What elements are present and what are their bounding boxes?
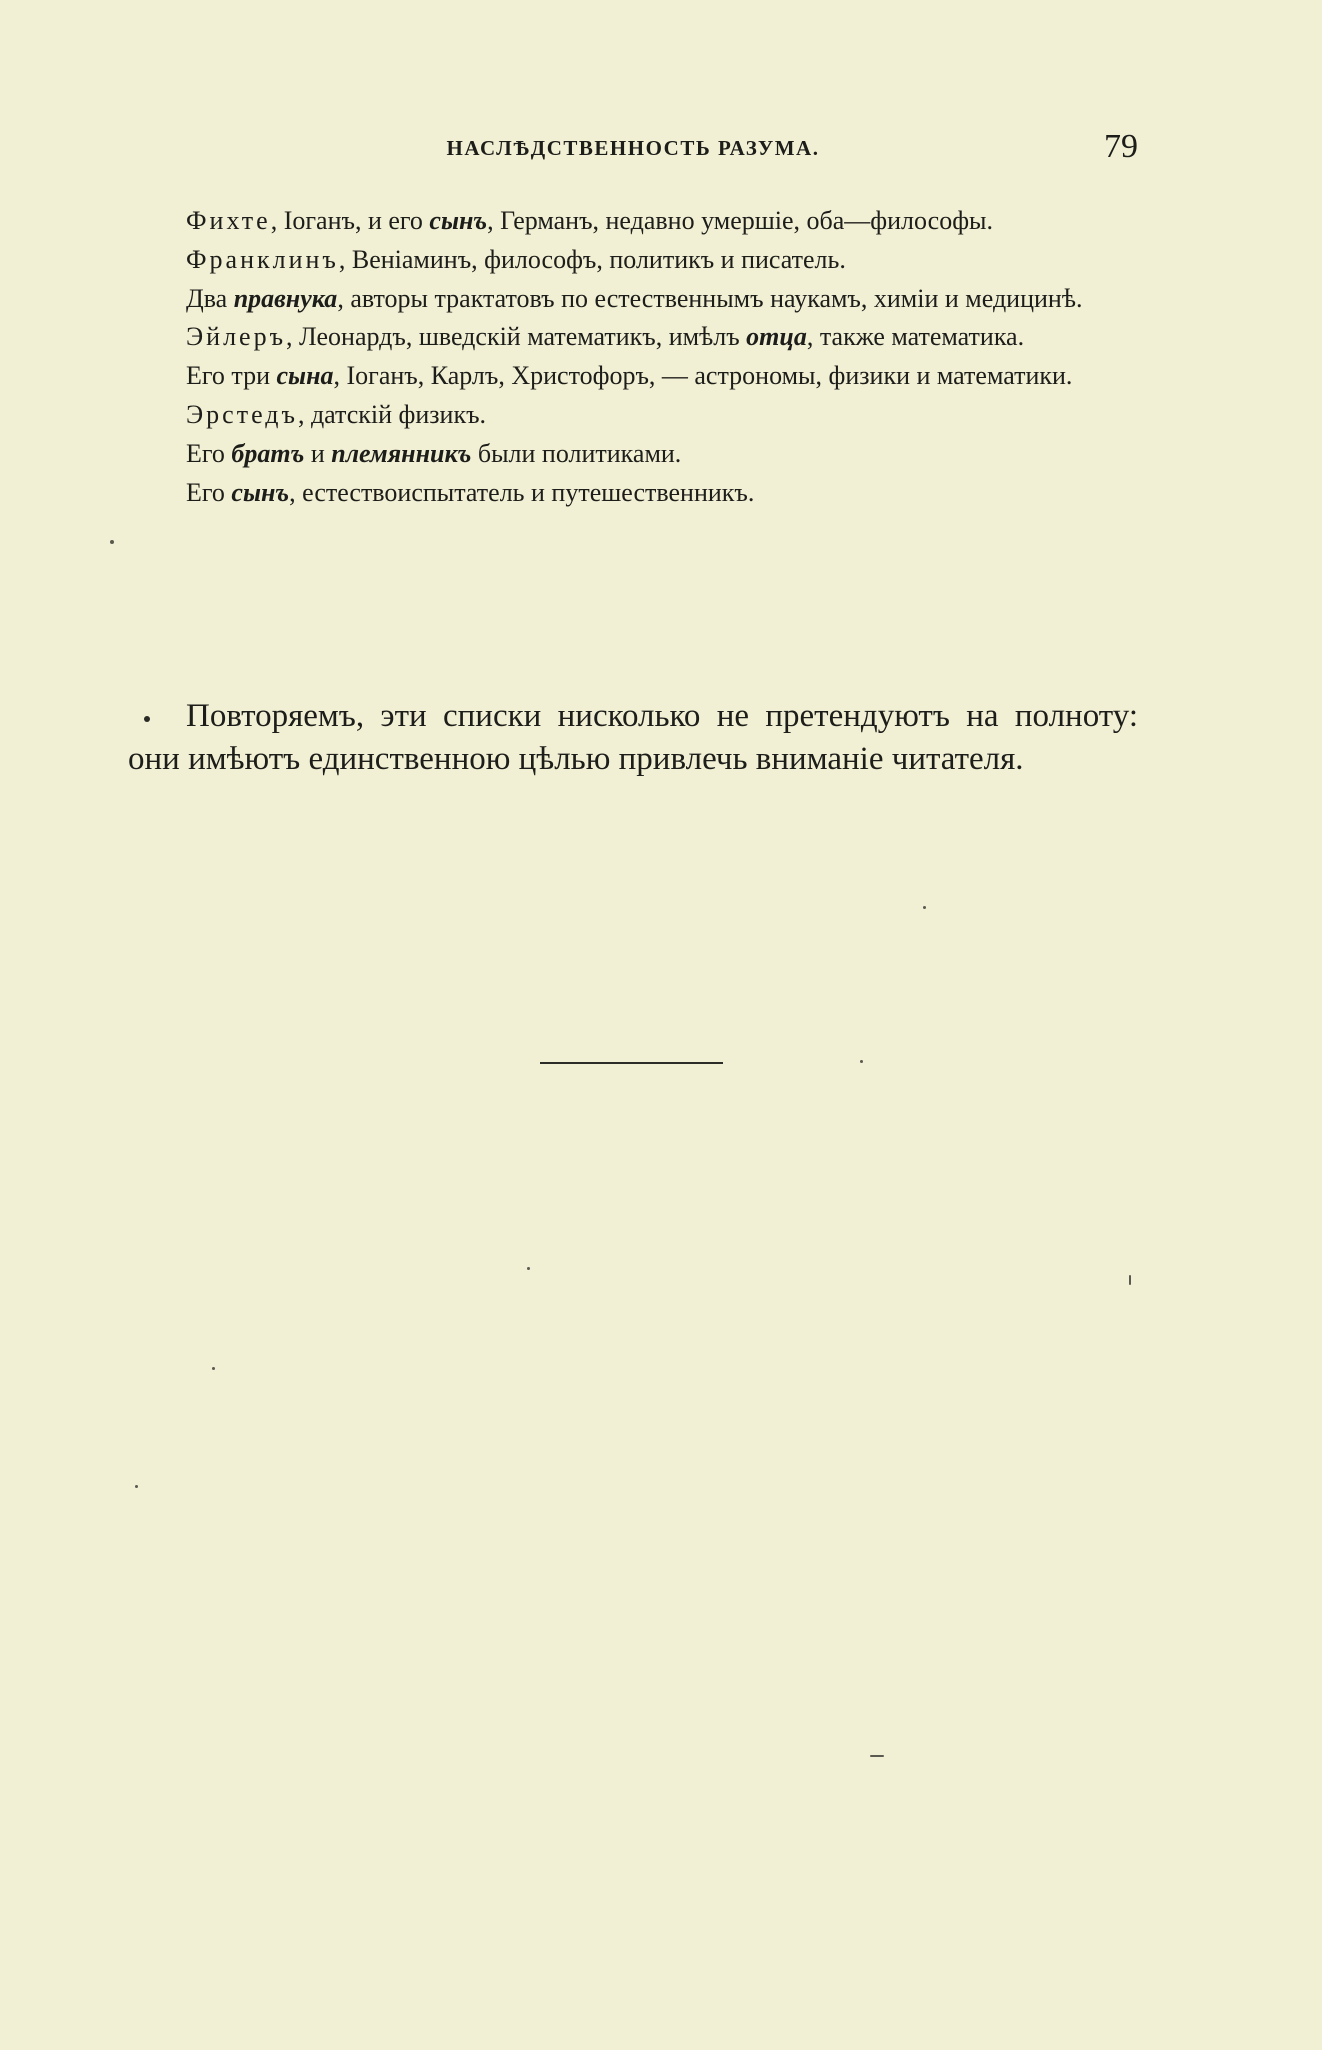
paper-speck bbox=[870, 1755, 884, 1757]
paper-speck bbox=[527, 1267, 530, 1270]
paper-speck bbox=[110, 540, 114, 544]
entry-text: были политиками. bbox=[471, 438, 682, 468]
entry-fichte bbox=[128, 202, 1138, 241]
entry-relation: племянникъ bbox=[331, 438, 472, 468]
running-head bbox=[128, 128, 1138, 168]
closing-paragraph: Повторяемъ, эти списки нисколько не претендуютъ на полноту: они имѣютъ единственною цѣлью привлечь вниманіе читателя. bbox=[128, 698, 1138, 777]
entry-text: , также математика. bbox=[806, 322, 1025, 352]
entries-list bbox=[128, 202, 1138, 512]
paper-speck bbox=[923, 906, 926, 909]
entry-euler bbox=[128, 318, 1138, 357]
entry-text: , датскій физикъ. bbox=[297, 399, 487, 429]
entry-text: и bbox=[304, 438, 332, 468]
entry-text: , Леонардъ, шведскій математикъ, имѣлъ bbox=[286, 322, 747, 352]
paper-speck bbox=[135, 1485, 138, 1488]
entry-oersted bbox=[128, 396, 1138, 435]
entry-name: Эрстедъ bbox=[186, 399, 298, 429]
entry-text: Два bbox=[186, 283, 234, 313]
entry-text: , Іоганъ, Карлъ, Христофоръ, — астрономы, физики и математики. bbox=[333, 361, 1073, 391]
paper-speck bbox=[212, 1367, 215, 1370]
entry-text: , авторы трактатовъ по естественнымъ наукамъ, химіи и медицинѣ. bbox=[337, 283, 1083, 313]
entry-oersted-relatives bbox=[128, 435, 1138, 474]
entry-text: Его bbox=[186, 477, 232, 507]
entry-franklin bbox=[128, 241, 1138, 280]
entry-text: , естествоиспытатель и путешественникъ. bbox=[289, 477, 755, 507]
entry-oersted-son bbox=[128, 474, 1138, 513]
entry-text: Его три bbox=[186, 361, 277, 391]
entry-relation: сына bbox=[276, 361, 334, 391]
entry-name: Фихте bbox=[186, 206, 271, 235]
page-number: 79 bbox=[1104, 128, 1138, 165]
entry-relation: братъ bbox=[231, 438, 305, 468]
entry-name: Эйлеръ bbox=[186, 322, 287, 352]
entry-text: , Германъ, недавно умершіе, оба—философы. bbox=[487, 206, 994, 235]
paper-speck bbox=[1129, 1275, 1131, 1285]
entry-name: Франклинъ bbox=[186, 244, 339, 274]
entry-relation: сынъ bbox=[429, 206, 488, 235]
entry-relation: отца bbox=[746, 322, 807, 352]
entry-text: , Веніаминъ, философъ, политикъ и писатель. bbox=[338, 244, 846, 274]
end-rule-divider bbox=[540, 1062, 723, 1064]
entry-relation: сынъ bbox=[231, 477, 290, 507]
entry-relation: правнука bbox=[233, 283, 338, 313]
paper-speck bbox=[860, 1060, 863, 1063]
entry-franklin-descendants bbox=[128, 280, 1138, 319]
entry-text: Его bbox=[186, 438, 232, 468]
entry-text: , Іоганъ, и его bbox=[270, 206, 430, 235]
running-title: НАСЛѢДСТВЕННОСТЬ РАЗУМА. bbox=[446, 136, 820, 160]
entry-euler-sons bbox=[128, 357, 1138, 396]
